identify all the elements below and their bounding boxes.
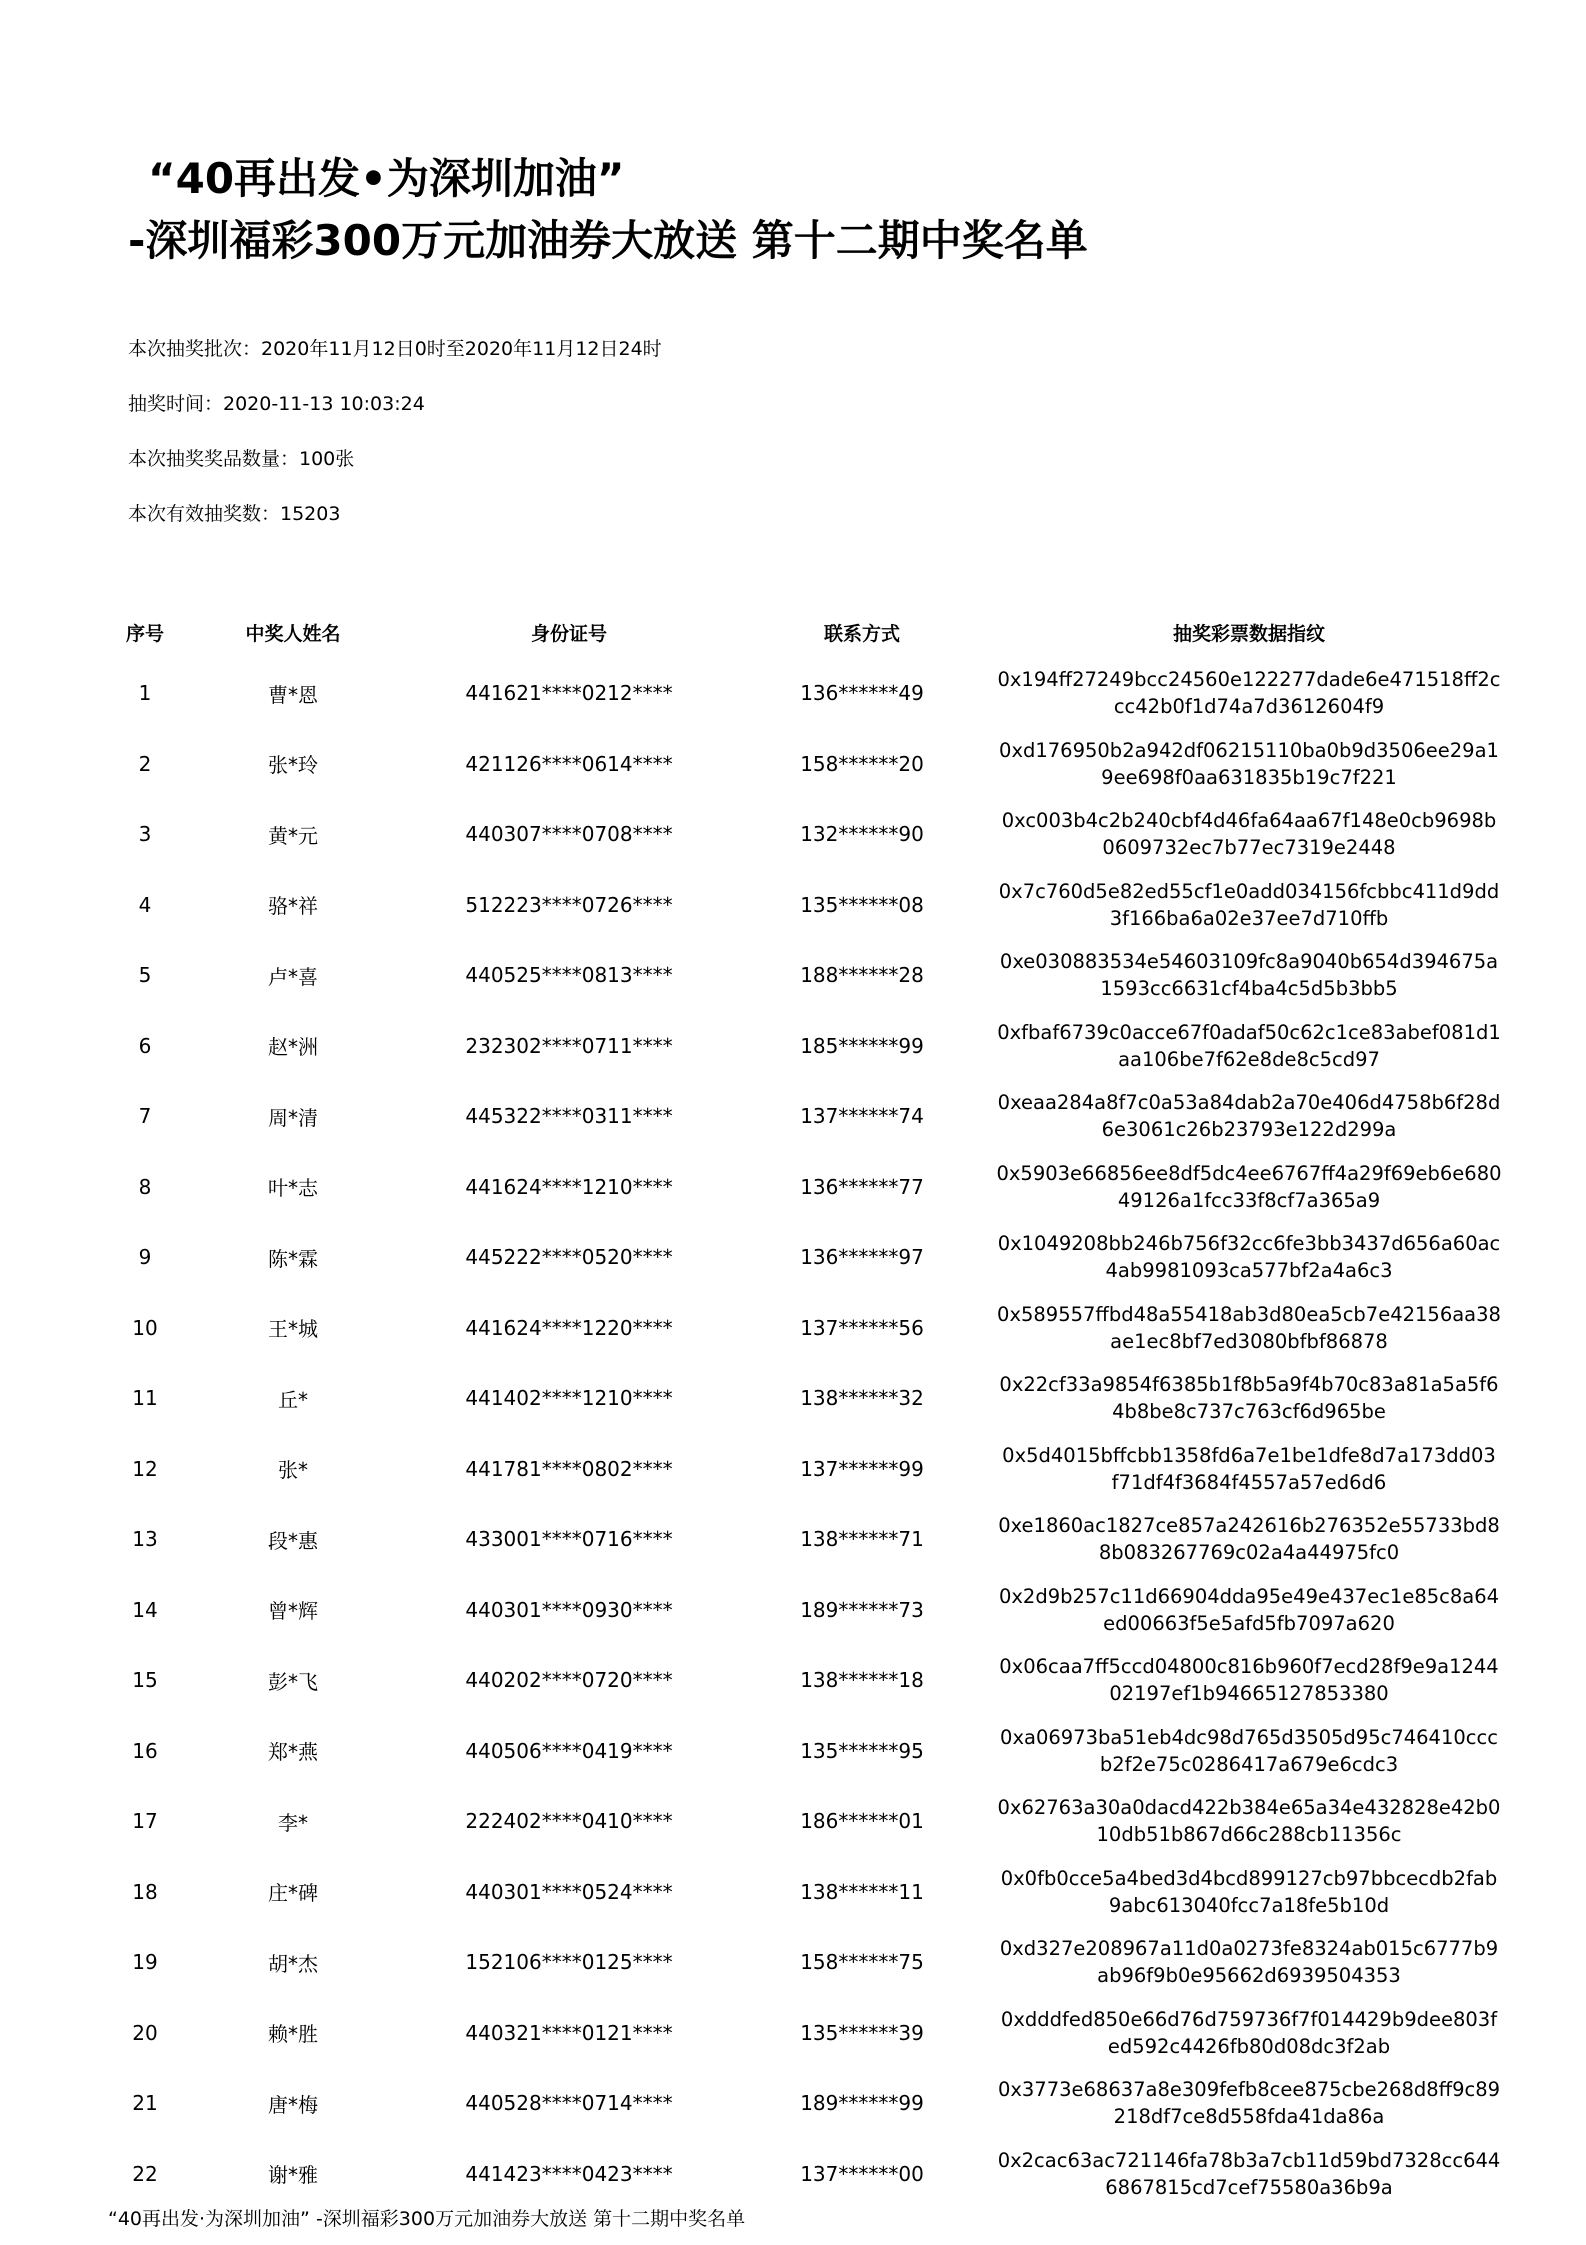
fingerprint-line: 3f166ba6a02e37ee7d710ffb — [1109, 906, 1389, 930]
fingerprint-line: 218df7ce8d558fda41da86a — [1113, 2105, 1385, 2129]
table-row — [100, 1575, 1516, 1646]
cell-no: 5 — [138, 963, 152, 988]
cell-id: 232302****0711**** — [465, 1033, 673, 1058]
col-header-no: 序号 — [125, 622, 164, 645]
cell-fingerprint — [982, 1716, 1516, 1787]
cell-name: 黄*元 — [268, 823, 318, 848]
fingerprint-line: 0x62763a30a0dacd422b384e65a34e432828e42b0 — [997, 1796, 1501, 1820]
fingerprint-line: aa106be7f62e8de8c5cd97 — [1118, 1047, 1380, 1071]
cell-fingerprint — [982, 1504, 1516, 1575]
fingerprint-line: 0x2d9b257c11d66904dda95e49e437ec1e85c8a64 — [998, 1584, 1500, 1608]
cell-name: 谢*雅 — [268, 2163, 318, 2188]
cell-no: 18 — [132, 1879, 158, 1904]
cell-name: 陈*霖 — [268, 1246, 318, 1271]
fingerprint-line: 0xfbaf6739c0acce67f0adaf50c62c1ce83abef081d1 — [997, 1020, 1501, 1044]
cell-name: 卢*喜 — [268, 964, 318, 989]
fingerprint-line: 02197ef1b94665127853380 — [1109, 1682, 1389, 1706]
cell-phone: 189******99 — [800, 2091, 924, 2116]
fingerprint-line: 0609732ec7b77ec7319e2448 — [1102, 836, 1396, 860]
cell-name: 周*清 — [268, 1105, 318, 1130]
cell-id: 445222****0520**** — [465, 1245, 673, 1270]
title-line-1: “40再出发•为深圳加油” — [148, 154, 625, 203]
table-row — [100, 1504, 1516, 1575]
table-row — [100, 1786, 1516, 1857]
fingerprint-line: 0x0fb0cce5a4bed3d4bcd899127cb97bbcecdb2fab — [1000, 1866, 1498, 1890]
fingerprint-line: 0xd176950b2a942df06215110ba0b9d3506ee29a1 — [999, 738, 1499, 762]
cell-name: 彭*飞 — [268, 1669, 318, 1694]
valid-count: 本次有效抽奖数：15203 — [128, 503, 341, 525]
cell-name: 叶*志 — [268, 1176, 318, 1201]
cell-fingerprint — [982, 729, 1516, 800]
cell-phone: 158******75 — [800, 1950, 924, 1975]
cell-phone: 132******90 — [800, 822, 924, 847]
fingerprint-line: 6867815cd7cef75580a36b9a — [1105, 2175, 1393, 2199]
cell-id: 445322****0311**** — [465, 1104, 673, 1129]
cell-fingerprint — [982, 1645, 1516, 1716]
cell-no: 10 — [132, 1315, 158, 1340]
table-row — [100, 1293, 1516, 1364]
table-row — [100, 1645, 1516, 1716]
table-row — [100, 2068, 1516, 2139]
cell-fingerprint — [982, 1575, 1516, 1646]
col-header-id: 身份证号 — [530, 622, 607, 645]
table-row — [100, 870, 1516, 941]
cell-name: 王*城 — [268, 1317, 318, 1342]
table-row — [100, 1363, 1516, 1434]
cell-fingerprint — [982, 1857, 1516, 1928]
cell-phone: 189******73 — [800, 1597, 924, 1622]
fingerprint-line: 0x7c760d5e82ed55cf1e0add034156fcbbc411d9dd — [998, 879, 1500, 903]
fingerprint-line: ae1ec8bf7ed3080bfbf86878 — [1110, 1329, 1388, 1353]
cell-phone: 136******49 — [800, 681, 924, 706]
cell-no: 6 — [138, 1033, 152, 1058]
cell-no: 16 — [132, 1738, 158, 1763]
table-row — [100, 1927, 1516, 1998]
fingerprint-line: 9ee698f0aa631835b19c7f221 — [1101, 765, 1397, 789]
fingerprint-line: 0x1049208bb246b756f32cc6fe3bb3437d656a60ac — [997, 1232, 1501, 1256]
cell-no: 21 — [132, 2091, 158, 2116]
cell-name: 郑*燕 — [268, 1740, 318, 1765]
cell-name: 张*玲 — [268, 753, 318, 778]
fingerprint-line: 0xd327e208967a11d0a0273fe8324ab015c6777b9 — [999, 1937, 1499, 1961]
cell-name: 丘* — [278, 1387, 308, 1412]
cell-id: 440301****0524**** — [465, 1879, 673, 1904]
draw-batch: 本次抽奖批次：2020年11月12日0时至2020年11月12日24时 — [128, 338, 662, 360]
cell-id: 441402****1210**** — [465, 1386, 673, 1411]
cell-fingerprint — [982, 1998, 1516, 2069]
draw-info — [128, 338, 662, 558]
fingerprint-line: 4b8be8c737c763cf6d965be — [1112, 1400, 1386, 1424]
cell-no: 1 — [138, 681, 152, 706]
table-row — [100, 1716, 1516, 1787]
table-row — [100, 1222, 1516, 1293]
cell-id: 433001****0716**** — [465, 1527, 673, 1552]
cell-no: 19 — [132, 1950, 158, 1975]
cell-name: 庄*碑 — [268, 1881, 318, 1906]
cell-id: 440321****0121**** — [465, 2020, 673, 2045]
cell-fingerprint — [982, 658, 1516, 729]
fingerprint-line: 0x194ff27249bcc24560e122277dade6e471518ff2c — [997, 668, 1501, 692]
cell-phone: 136******77 — [800, 1174, 924, 1199]
fingerprint-line: 0x06caa7ff5ccd04800c816b960f7ecd28f9e9a1244 — [999, 1655, 1499, 1679]
table-row — [100, 1998, 1516, 2069]
cell-id: 440301****0930**** — [465, 1597, 673, 1622]
cell-fingerprint — [982, 1011, 1516, 1082]
page-title — [128, 148, 1088, 272]
prize-count: 本次抽奖奖品数量：100张 — [128, 448, 355, 470]
cell-phone: 135******95 — [800, 1738, 924, 1763]
cell-name: 曾*辉 — [268, 1599, 318, 1624]
cell-no: 22 — [132, 2161, 158, 2186]
cell-id: 440528****0714**** — [465, 2091, 673, 2116]
table-row — [100, 1857, 1516, 1928]
fingerprint-line: 0xa06973ba51eb4dc98d765d3505d95c746410ccc — [1000, 1725, 1498, 1749]
cell-phone: 185******99 — [800, 1033, 924, 1058]
cell-no: 7 — [138, 1104, 152, 1129]
table-row — [100, 2139, 1516, 2210]
cell-fingerprint — [982, 1786, 1516, 1857]
table-row — [100, 940, 1516, 1011]
cell-fingerprint — [982, 799, 1516, 870]
cell-fingerprint — [982, 2139, 1516, 2210]
cell-no: 11 — [132, 1386, 158, 1411]
fingerprint-line: f71df4f3684f4557a57ed6d6 — [1111, 1470, 1387, 1494]
cell-id: 440525****0813**** — [465, 963, 673, 988]
fingerprint-line: 0xe1860ac1827ce857a242616b276352e55733bd8 — [998, 1514, 1500, 1538]
cell-fingerprint — [982, 1293, 1516, 1364]
draw-time: 抽奖时间：2020-11-13 10:03:24 — [128, 393, 425, 415]
fingerprint-line: ab96f9b0e95662d6939504353 — [1097, 1964, 1401, 1988]
cell-id: 440307****0708**** — [465, 822, 673, 847]
fingerprint-line: ed592c4426fb80d08dc3f2ab — [1107, 2034, 1391, 2058]
fingerprint-line: 0xc003b4c2b240cbf4d46fa64aa67f148e0cb9698b — [1001, 809, 1497, 833]
cell-fingerprint — [982, 2068, 1516, 2139]
table-row — [100, 729, 1516, 800]
cell-phone: 137******00 — [800, 2161, 924, 2186]
cell-name: 唐*梅 — [268, 2092, 318, 2117]
cell-id: 441423****0423**** — [465, 2161, 673, 2186]
fingerprint-line: 6e3061c26b23793e122d299a — [1101, 1118, 1397, 1142]
cell-id: 440202****0720**** — [465, 1668, 673, 1693]
fingerprint-line: 0x5d4015bffcbb1358fd6a7e1be1dfe8d7a173dd03 — [1002, 1443, 1496, 1467]
cell-phone: 135******39 — [800, 2020, 924, 2045]
table-row — [100, 1434, 1516, 1505]
fingerprint-line: 49126a1fcc33f8cf7a365a9 — [1117, 1188, 1381, 1212]
cell-no: 20 — [132, 2020, 158, 2045]
fingerprint-line: 0x3773e68637a8e309fefb8cee875cbe268d8ff9c89 — [997, 2078, 1501, 2102]
cell-name: 李* — [278, 1810, 308, 1835]
cell-no: 14 — [132, 1597, 158, 1622]
fingerprint-line: 10db51b867d66c288cb11356c — [1096, 1823, 1402, 1847]
cell-phone: 138******18 — [800, 1668, 924, 1693]
cell-no: 8 — [138, 1174, 152, 1199]
fingerprint-line: b2f2e75c0286417a679e6cdc3 — [1099, 1752, 1399, 1776]
cell-no: 4 — [138, 892, 152, 917]
fingerprint-line: cc42b0f1d74a7d3612604f9 — [1113, 695, 1385, 719]
fingerprint-line: 0xe030883534e54603109fc8a9040b654d394675a — [999, 950, 1499, 974]
cell-fingerprint — [982, 1434, 1516, 1505]
cell-id: 441621****0212**** — [465, 681, 673, 706]
cell-id: 421126****0614**** — [465, 751, 673, 776]
title-line-2: -深圳福彩300万元加油券大放送 第十二期中奖名单 — [128, 216, 1088, 265]
cell-phone: 137******56 — [800, 1315, 924, 1340]
cell-no: 15 — [132, 1668, 158, 1693]
cell-id: 152106****0125**** — [465, 1950, 673, 1975]
fingerprint-line: 0x22cf33a9854f6385b1f8b5a9f4b70c83a81a5a5f6 — [999, 1373, 1499, 1397]
cell-no: 13 — [132, 1527, 158, 1552]
table-row — [100, 1011, 1516, 1082]
table-row — [100, 799, 1516, 870]
col-header-fingerprint: 抽奖彩票数据指纹 — [1172, 622, 1325, 645]
table-row — [100, 1152, 1516, 1223]
cell-fingerprint — [982, 1081, 1516, 1152]
cell-name: 赵*洲 — [268, 1035, 318, 1060]
fingerprint-line: 0x2cac63ac721146fa78b3a7cb11d59bd7328cc644 — [997, 2148, 1501, 2172]
cell-no: 9 — [138, 1245, 152, 1270]
cell-phone: 136******97 — [800, 1245, 924, 1270]
cell-phone: 137******74 — [800, 1104, 924, 1129]
cell-name: 曹*恩 — [268, 682, 318, 707]
cell-phone: 188******28 — [800, 963, 924, 988]
table-header-row — [100, 606, 1516, 658]
cell-phone: 135******08 — [800, 892, 924, 917]
cell-fingerprint — [982, 940, 1516, 1011]
cell-fingerprint — [982, 1222, 1516, 1293]
cell-no: 12 — [132, 1456, 158, 1481]
fingerprint-line: 1593cc6631cf4ba4c5d5b3bb5 — [1100, 977, 1398, 1001]
cell-phone: 138******32 — [800, 1386, 924, 1411]
cell-id: 441781****0802**** — [465, 1456, 673, 1481]
cell-phone: 158******20 — [800, 751, 924, 776]
cell-fingerprint — [982, 870, 1516, 941]
fingerprint-line: 0xeaa284a8f7c0a53a84dab2a70e406d4758b6f28d — [997, 1091, 1501, 1115]
cell-name: 赖*胜 — [268, 2022, 318, 2047]
col-header-phone: 联系方式 — [823, 622, 900, 645]
cell-name: 段*惠 — [268, 1528, 318, 1553]
cell-no: 17 — [132, 1809, 158, 1834]
fingerprint-line: 0xdddfed850e66d76d759736f7f014429b9dee803f — [1000, 2007, 1498, 2031]
table-row — [100, 1081, 1516, 1152]
winners-table — [100, 606, 1516, 2209]
cell-id: 441624****1220**** — [465, 1315, 673, 1340]
cell-name: 骆*祥 — [268, 894, 318, 919]
cell-phone: 186******01 — [800, 1809, 924, 1834]
page-footer: “40再出发·为深圳加油” -深圳福彩300万元加油券大放送 第十二期中奖名单 — [108, 2208, 746, 2230]
cell-fingerprint — [982, 1363, 1516, 1434]
cell-id: 440506****0419**** — [465, 1738, 673, 1763]
cell-id: 222402****0410**** — [465, 1809, 673, 1834]
cell-no: 3 — [138, 822, 152, 847]
fingerprint-line: 8b083267769c02a4a44975fc0 — [1098, 1541, 1400, 1565]
table-row — [100, 658, 1516, 729]
cell-id: 441624****1210**** — [465, 1174, 673, 1199]
fingerprint-line: 0x589557ffbd48a55418ab3d80ea5cb7e42156aa38 — [997, 1302, 1501, 1326]
col-header-name: 中奖人姓名 — [245, 622, 341, 645]
cell-id: 512223****0726**** — [465, 892, 673, 917]
fingerprint-line: ed00663f5e5afd5fb7097a620 — [1103, 1611, 1395, 1635]
fingerprint-line: 0x5903e66856ee8df5dc4ee6767ff4a29f69eb6e680 — [996, 1161, 1502, 1185]
cell-name: 胡*杰 — [268, 1951, 318, 1976]
fingerprint-line: 9abc613040fcc7a18fe5b10d — [1108, 1893, 1390, 1917]
cell-phone: 138******11 — [800, 1879, 924, 1904]
cell-fingerprint — [982, 1927, 1516, 1998]
cell-name: 张* — [278, 1458, 308, 1483]
fingerprint-line: 4ab9981093ca577bf2a4a6c3 — [1105, 1259, 1393, 1283]
cell-phone: 137******99 — [800, 1456, 924, 1481]
cell-fingerprint — [982, 1152, 1516, 1223]
cell-no: 2 — [138, 751, 152, 776]
cell-phone: 138******71 — [800, 1527, 924, 1552]
